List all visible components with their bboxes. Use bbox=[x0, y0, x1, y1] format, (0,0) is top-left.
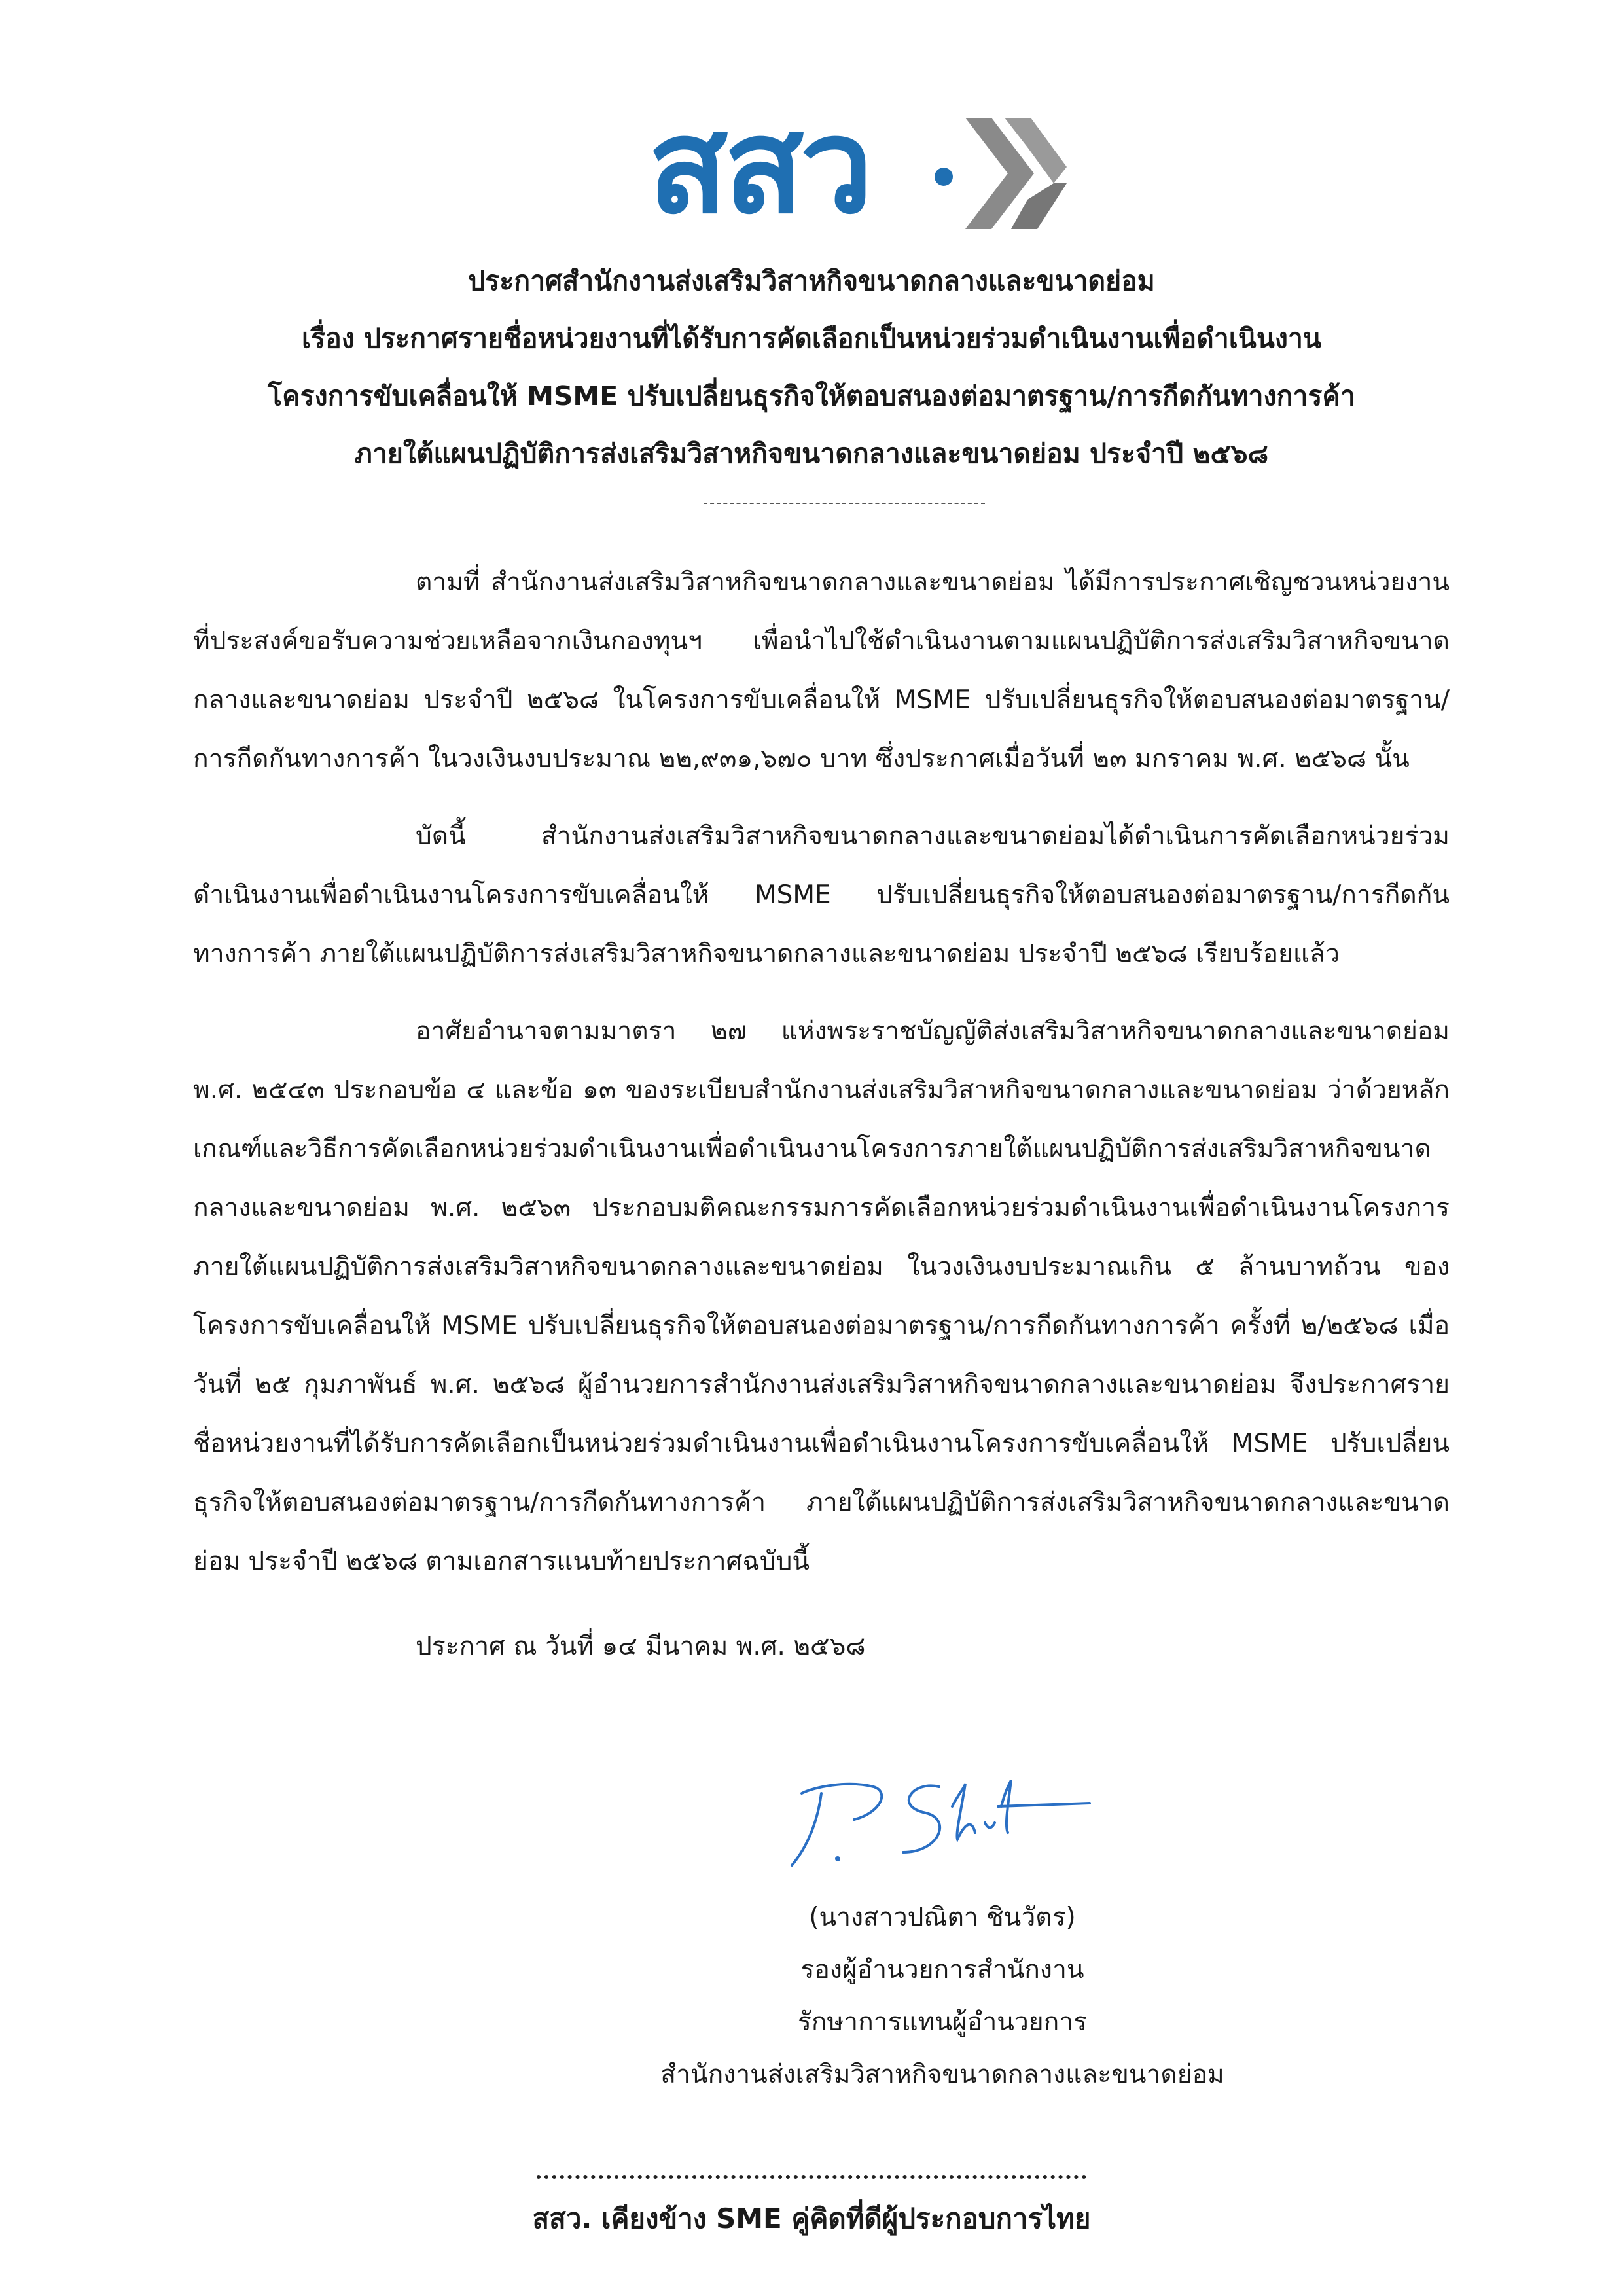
footer-slogan: สสว. เคียงข้าง SME คู่คิดที่ดีผู้ประกอบการไทย bbox=[532, 2202, 1091, 2234]
logo-wordmark: สสว bbox=[648, 90, 870, 243]
signatory-name: (นางสาวปณิตา ชินวัตร) bbox=[809, 1903, 1076, 1932]
header-project: โครงการขับเคลื่อนให้ MSME ปรับเปลี่ยนธุรกิจให้ตอบสนองต่อมาตรฐาน/การกีดกันทางการค้า bbox=[268, 380, 1355, 412]
announcement-body bbox=[193, 553, 1450, 1676]
paragraph-selection-done: บัดนี้ สำนักงานส่งเสริมวิสาหกิจขนาดกลางและขนาดย่อมได้ดำเนินการคัดเลือกหน่วยร่วมดำเนินงานเพื่อดำเนินงานโครงการขับเคลื่อนให้ MSME ปรับเปลี่ยนธุรกิจให้ตอบสนองต่อมาตรฐาน/การกีดกันทางการค้า ภายใต้แผนปฏิบัติการส่งเสริมวิสาหกิจขนาดกลางและขนาดย่อม ประจำปี ๒๕๖๘ เรียบร้อยแล้ว bbox=[193, 821, 1450, 969]
header-divider bbox=[704, 503, 985, 504]
header-subject: เรื่อง ประกาศรายชื่อหน่วยงานที่ได้รับการคัดเลือกเป็นหน่วยร่วมดำเนินงานเพื่อดำเนินงาน bbox=[302, 323, 1321, 354]
handwritten-signature bbox=[776, 1767, 1103, 1872]
announcement-header bbox=[131, 252, 1492, 482]
header-plan: ภายใต้แผนปฏิบัติการส่งเสริมวิสาหกิจขนาดกลางและขนาดย่อม ประจำปี ๒๕๖๘ bbox=[354, 438, 1269, 469]
header-title: ประกาศสำนักงานส่งเสริมวิสาหกิจขนาดกลางและขนาดย่อม bbox=[468, 265, 1155, 296]
signatory-position-2: รักษาการแทนผู้อำนวยการ bbox=[797, 2007, 1088, 2037]
signatory-organization: สำนักงานส่งเสริมวิสาหกิจขนาดกลางและขนาดย่อม bbox=[660, 2060, 1224, 2089]
chevron-arrows-icon bbox=[929, 98, 1067, 236]
paragraph-authority: อาศัยอำนาจตามมาตรา ๒๗ แห่งพระราชบัญญัติส่งเสริมวิสาหกิจขนาดกลางและขนาดย่อม พ.ศ. ๒๕๔๓ ประกอบข้อ ๔ และข้อ ๑๓ ของระเบียบสำนักงานส่งเสริมวิสาหกิจขนาดกลางและขนาดย่อม ว่าด้วยหลักเกณฑ์และวิธีการคัดเลือกหน่วยร่วมดำเนินงานเพื่อดำเนินงานโครงการภายใต้แผนปฏิบัติการส่งเสริมวิสาหกิจขนาดกลางและขนาดย่อม พ.ศ. ๒๕๖๓ ประกอบมติคณะกรรมการคัดเลือกหน่วยร่วมดำเนินงานเพื่อดำเนินงานโครงการภายใต้แผนปฏิบัติการส่งเสริมวิสาหกิจขนาดกลางและขนาดย่อม ในวงเงินงบประมาณเกิน ๕ ล้านบาทถ้วน ของโครงการขับเคลื่อนให้ MSME ปรับเปลี่ยนธุรกิจให้ตอบสนองต่อมาตรฐาน/การกีดกันทางการค้า ครั้งที่ ๒/๒๕๖๘ เมื่อวันที่ ๒๕ กุมภาพันธ์ พ.ศ. ๒๕๖๘ ผู้อำนวยการสำนักงานส่งเสริมวิสาหกิจขนาดกลางและขนาดย่อม จึงประกาศรายชื่อหน่วยงานที่ได้รับการคัดเลือกเป็นหน่วยร่วมดำเนินงานเพื่อดำเนินงานโครงการขับเคลื่อนให้ MSME ปรับเปลี่ยนธุรกิจให้ตอบสนองต่อมาตรฐาน/การกีดกันทางการค้า ภายใต้แผนปฏิบัติการส่งเสริมวิสาหกิจขนาดกลางและขนาดย่อม ประจำปี ๒๕๖๘ ตามเอกสารแนบท้ายประกาศฉบับนี้ bbox=[193, 1016, 1450, 1576]
signatory-block bbox=[569, 1892, 1315, 2101]
signatory-position-1: รองผู้อำนวยการสำนักงาน bbox=[800, 1955, 1084, 1984]
paragraph-background: ตามที่ สำนักงานส่งเสริมวิสาหกิจขนาดกลางและขนาดย่อม ได้มีการประกาศเชิญชวนหน่วยงานที่ประสงค์ขอรับความช่วยเหลือจากเงินกองทุนฯ เพื่อนำไปใช้ดำเนินงานตามแผนปฏิบัติการส่งเสริมวิสาหกิจขนาดกลางและขนาดย่อม ประจำปี ๒๕๖๘ ในโครงการขับเคลื่อนให้ MSME ปรับเปลี่ยนธุรกิจให้ตอบสนองต่อมาตรฐาน/การกีดกันทางการค้า ในวงเงินงบประมาณ ๒๒,๙๓๑,๖๗๐ บาท ซึ่งประกาศเมื่อวันที่ ๒๓ มกราคม พ.ศ. ๒๕๖๘ นั้น bbox=[193, 567, 1450, 774]
proclamation-date: ประกาศ ณ วันที่ ๑๔ มีนาคม พ.ศ. ๒๕๖๘ bbox=[416, 1632, 866, 1661]
footer-divider bbox=[537, 2175, 1086, 2179]
osmep-logo bbox=[648, 90, 1067, 243]
